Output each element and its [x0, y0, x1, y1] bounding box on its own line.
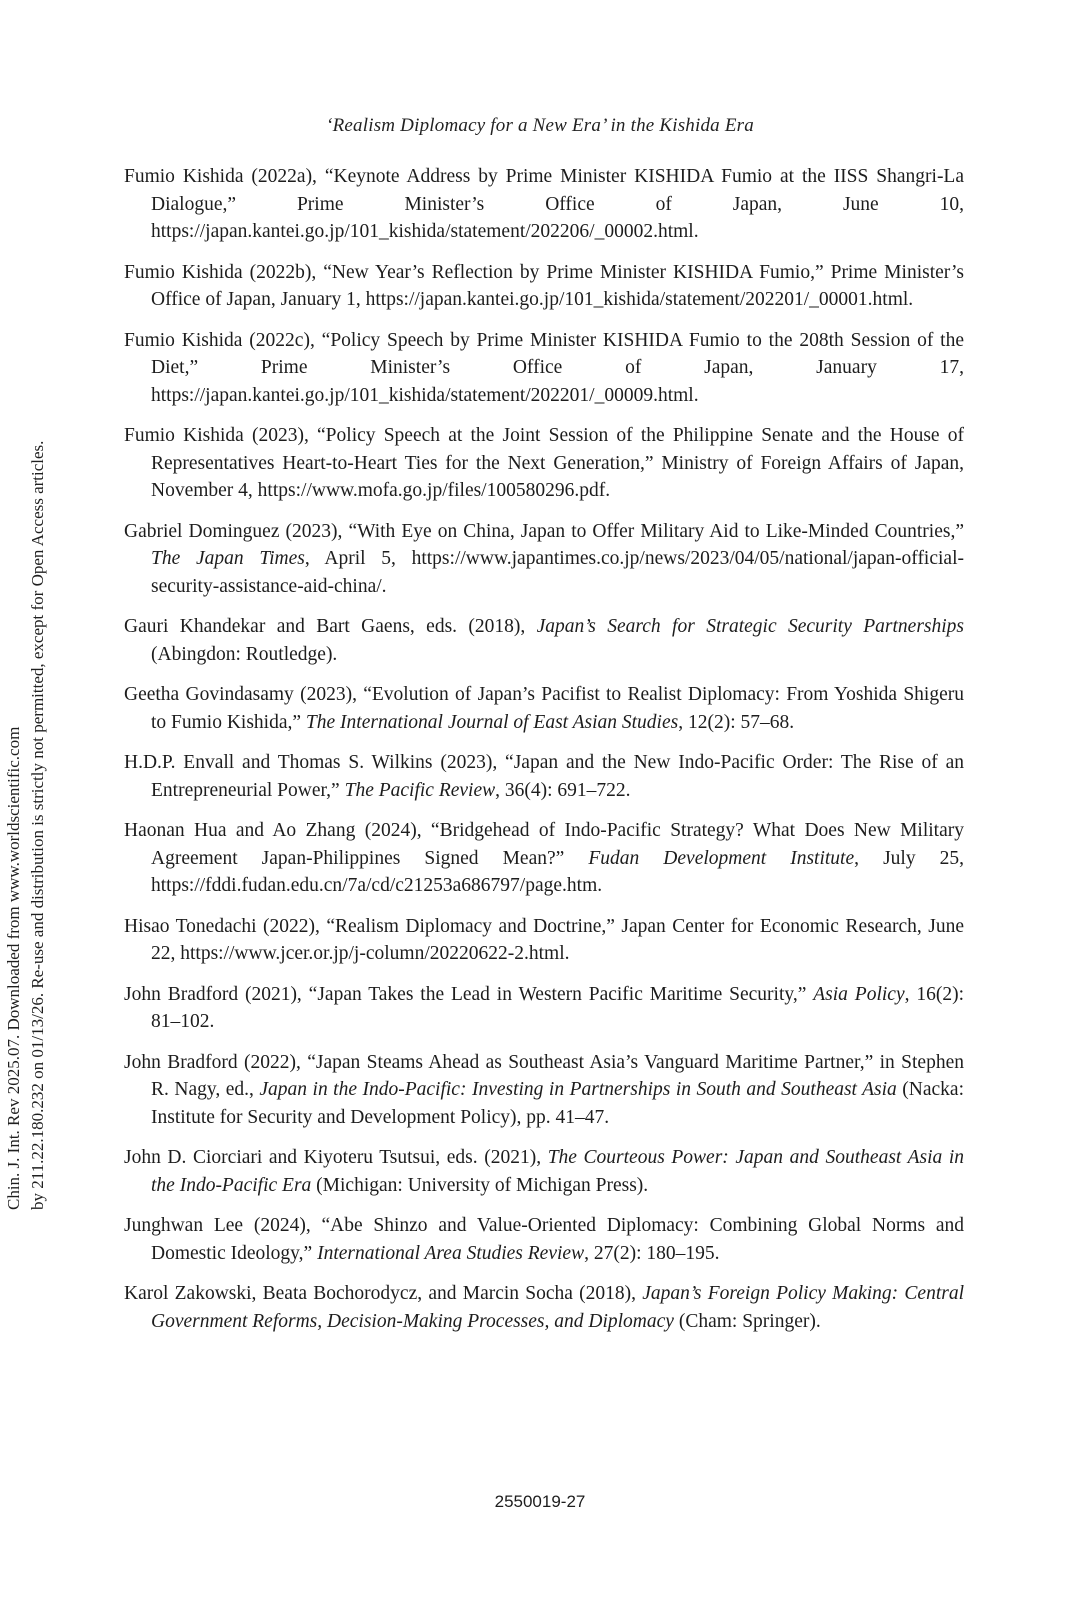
- reference-text-tail: , April 5, https://www.japantimes.co.jp/news/2023/04/05/national/japan-official-security-assistance-aid-china/.: [151, 548, 964, 597]
- reference-text: Fumio Kishida (2023), “Policy Speech at the Joint Session of the Philippine Senate and the House of Representatives Heart-to-Heart Ties for the Next Generation,” Ministry of Foreign Affairs of Japan, November 4, https://www.mofa.go.jp/files/100580296.pdf.: [124, 425, 964, 501]
- reference-text-tail: , 16(2): 81–102.: [151, 983, 964, 1032]
- reference-entry: [124, 749, 964, 804]
- reference-italic-title: The Courteous Power: Japan and Southeast Asia in the Indo-Pacific Era: [151, 1147, 965, 1196]
- reference-text-tail: (Nacka: Institute for Security and Development Policy), pp. 41–47.: [151, 1079, 964, 1128]
- reference-italic-title: International Area Studies Review: [317, 1242, 585, 1264]
- reference-text: Gabriel Dominguez (2023), “With Eye on China, Japan to Offer Military Aid to Like-Minded Countries,”: [124, 520, 964, 542]
- reference-text-tail: (Michigan: University of Michigan Press).: [311, 1174, 649, 1196]
- reference-entry: [124, 1144, 964, 1199]
- reference-text: John Bradford (2021), “Japan Takes the Lead in Western Pacific Maritime Security,”: [124, 983, 814, 1005]
- reference-entry: [124, 1280, 964, 1335]
- download-notice: [2, 390, 50, 1210]
- reference-italic-title: Asia Policy: [813, 983, 905, 1005]
- reference-italic-title: Japan’s Search for Strategic Security Partnerships: [536, 616, 964, 637]
- reference-text: Geetha Govindasamy (2023), “Evolution of Japan’s Pacifist to Realist Diplomacy: From Yoshida Shigeru to Fumio Kishida,”: [124, 684, 964, 733]
- reference-text: Fumio Kishida (2022b), “New Year’s Reflection by Prime Minister KISHIDA Fumio,” Prime Minister’s Office of Japan, January 1, https://japan.kantei.go.jp/101_kishida/statement/202201/_00001.html.: [124, 261, 964, 310]
- reference-text: Hisao Tonedachi (2022), “Realism Diplomacy and Doctrine,” Japan Center for Economic Research, June 22, https://www.jcer.or.jp/j-column/20220622-2.html.: [124, 915, 964, 964]
- reference-entry: [124, 163, 964, 246]
- reference-text-tail: , July 25, https://fddi.fudan.edu.cn/7a/cd/c21253a686797/page.htm.: [151, 847, 964, 896]
- reference-entry: [124, 613, 964, 668]
- reference-text: Fumio Kishida (2022c), “Policy Speech by Prime Minister KISHIDA Fumio to the 208th Session of the Diet,” Prime Minister’s Office of Japan, January 17, https://japan.kantei.go.jp/101_kishida/statement/202201/_00009.html.: [124, 329, 964, 406]
- reference-text: John Bradford (2022), “Japan Steams Ahead as Southeast Asia’s Vanguard Maritime Partner,” in Stephen R. Nagy, ed.,: [124, 1051, 964, 1100]
- reference-text-tail: , 36(4): 691–722.: [495, 779, 631, 801]
- reference-italic-title: The Pacific Review: [344, 779, 496, 801]
- reference-italic-title: The International Journal of East Asian Studies: [305, 711, 679, 733]
- download-notice-line-1: Chin. J. Int. Rev 2025.07. Downloaded from www.worldscientific.com: [4, 726, 23, 1210]
- reference-entry: [124, 327, 964, 410]
- reference-entry: [124, 422, 964, 505]
- reference-entry: [124, 259, 964, 314]
- reference-text: Karol Zakowski, Beata Bochorodycz, and Marcin Socha (2018),: [124, 1283, 643, 1304]
- reference-text: Fumio Kishida (2022a), “Keynote Address by Prime Minister KISHIDA Fumio at the IISS Shangri-La Dialogue,” Prime Minister’s Office of Japan, June 10, https://japan.kantei.go.jp/101_kishida/statement/202206/_00002.html.: [124, 166, 964, 242]
- reference-text-tail: (Cham: Springer).: [673, 1310, 821, 1332]
- reference-entry: [124, 913, 964, 968]
- reference-text-tail: , 27(2): 180–195.: [584, 1242, 720, 1264]
- reference-italic-title: Japan’s Foreign Policy Making: Central Government Reforms, Decision-Making Processes, and Diplomacy: [151, 1283, 964, 1332]
- reference-italic-title: Japan in the Indo-Pacific: Investing in Partnerships in South and Southeast Asia: [259, 1079, 897, 1100]
- reference-entry: [124, 1212, 964, 1267]
- page-number: 2550019-27: [494, 1492, 586, 1511]
- reference-entry: [124, 681, 964, 736]
- reference-italic-title: The Japan Times: [151, 548, 305, 569]
- reference-text-tail: (Abingdon: Routledge).: [151, 643, 338, 665]
- reference-list: [124, 163, 964, 1348]
- reference-entry: [124, 1049, 964, 1132]
- reference-text: H.D.P. Envall and Thomas S. Wilkins (2023), “Japan and the New Indo-Pacific Order: The Rise of an Entrepreneurial Power,”: [124, 752, 964, 801]
- download-notice-line-2: by 211.22.180.232 on 01/13/26. Re-use and distribution is strictly not permitted, except for Open Access articles.: [28, 440, 47, 1210]
- reference-text: John D. Ciorciari and Kiyoteru Tsutsui, eds. (2021),: [124, 1147, 548, 1168]
- reference-entry: [124, 518, 964, 601]
- reference-entry: [124, 817, 964, 900]
- reference-text: Haonan Hua and Ao Zhang (2024), “Bridgehead of Indo-Pacific Strategy? What Does New Military Agreement Japan-Philippines Signed Mean?”: [124, 820, 964, 869]
- reference-entry: [124, 981, 964, 1036]
- reference-text-tail: , 12(2): 57–68.: [678, 711, 795, 733]
- running-head-title: ‘Realism Diplomacy for a New Era’ in the Kishida Era: [326, 115, 754, 136]
- reference-text: Junghwan Lee (2024), “Abe Shinzo and Value-Oriented Diplomacy: Combining Global Norms and Domestic Ideology,”: [124, 1215, 964, 1264]
- reference-italic-title: Fudan Development Institute: [588, 847, 855, 869]
- reference-text: Gauri Khandekar and Bart Gaens, eds. (2018),: [124, 616, 537, 637]
